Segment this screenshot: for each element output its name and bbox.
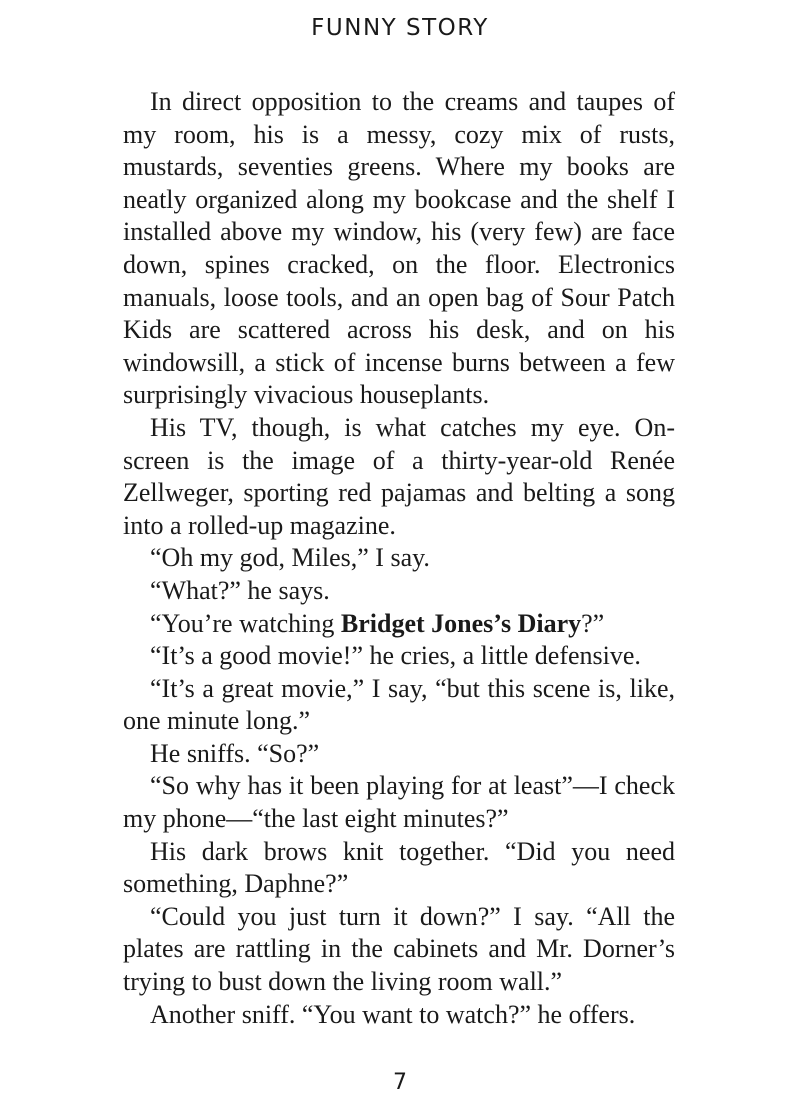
paragraph-11: “Could you just turn it down?” I say. “All the plates are rattling in the cabinets and Mr. Dorner’s trying to bust down the living room wall.”: [123, 901, 675, 997]
paragraph-4: “What?” he says.: [150, 575, 330, 605]
paragraph-5-tail: ?”: [581, 608, 605, 638]
paragraph-3: “Oh my god, Miles,” I say.: [150, 543, 430, 573]
paragraph-12: Another sniff. “You want to watch?” he offers.: [150, 999, 636, 1029]
paragraph-1: In direct opposition to the creams and taupes of my room, his is a messy, cozy mix of rusts, mustards, seventies greens. Where my books are neatly organized along my bookcase and the shelf I installed above my window, his (very few) are face down, spines cracked, on the floor. Electronics manuals, loose tools, and an open bag of Sour Patch Kids are scattered across his desk, and on his windowsill, a stick of incense burns between a few surprisingly vivacious houseplants.: [123, 87, 675, 410]
body-text: [123, 86, 675, 1031]
paragraph-2: His TV, though, is what catches my eye. On-screen is the image of a thirty-year-old Renée Zellweger, sporting red pajamas and belting a song into a rolled-up magazine.: [123, 412, 675, 540]
running-title: FUNNY STORY: [311, 15, 489, 41]
paragraph-9: “So why has it been playing for at least”—I check my phone—“the last eight minutes?”: [123, 771, 675, 834]
page-number: 7: [393, 1070, 407, 1095]
paragraph-7: “It’s a great movie,” I say, “but this scene is, like, one minute long.”: [123, 673, 675, 736]
paragraph-5-lead: “You’re watching: [150, 608, 341, 638]
paragraph-10: His dark brows knit together. “Did you need something, Daphne?”: [123, 836, 675, 899]
movie-title: Bridget Jones’s Diary: [340, 608, 582, 638]
paragraph-5: [123, 608, 675, 641]
paragraph-6: “It’s a good movie!” he cries, a little defensive.: [150, 641, 641, 671]
paragraph-8: He sniffs. “So?”: [150, 738, 320, 768]
